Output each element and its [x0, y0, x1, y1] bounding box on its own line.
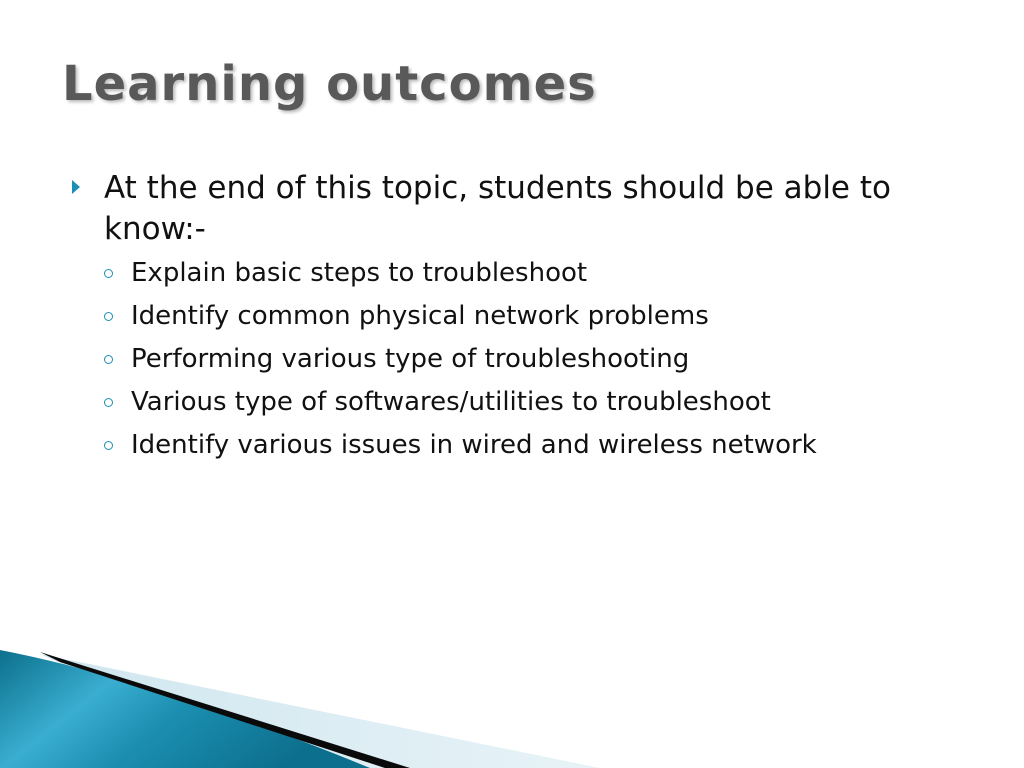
sub-bullet-item [104, 342, 952, 376]
sub-bullet-text: Performing various type of troubleshooting [131, 344, 690, 374]
slide-content [72, 168, 952, 471]
sub-bullet-item [104, 299, 952, 333]
circle-bullet-icon [104, 355, 113, 364]
sub-bullet-text: Explain basic steps to troubleshoot [131, 258, 588, 288]
teal-wave [0, 650, 370, 768]
sub-bullet-text: Various type of softwares/utilities to troubleshoot [131, 387, 771, 417]
sub-bullet-item [104, 385, 952, 419]
slide-title: Learning outcomes [62, 56, 597, 112]
triangle-bullet-icon [72, 180, 80, 194]
sub-bullet-item [104, 428, 952, 462]
sub-bullet-item [104, 256, 952, 290]
sub-bullet-list [72, 256, 952, 462]
main-bullet-point [72, 168, 952, 250]
sub-bullet-text: Identify common physical network problems [131, 301, 709, 331]
circle-bullet-icon [104, 269, 113, 278]
bottom-wave-decoration [0, 638, 1024, 768]
circle-bullet-icon [104, 312, 113, 321]
circle-bullet-icon [104, 441, 113, 450]
sub-bullet-text: Identify various issues in wired and wireless network [131, 430, 817, 460]
main-bullet-text: At the end of this topic, students should be able to know:- [104, 170, 891, 247]
circle-bullet-icon [104, 398, 113, 407]
